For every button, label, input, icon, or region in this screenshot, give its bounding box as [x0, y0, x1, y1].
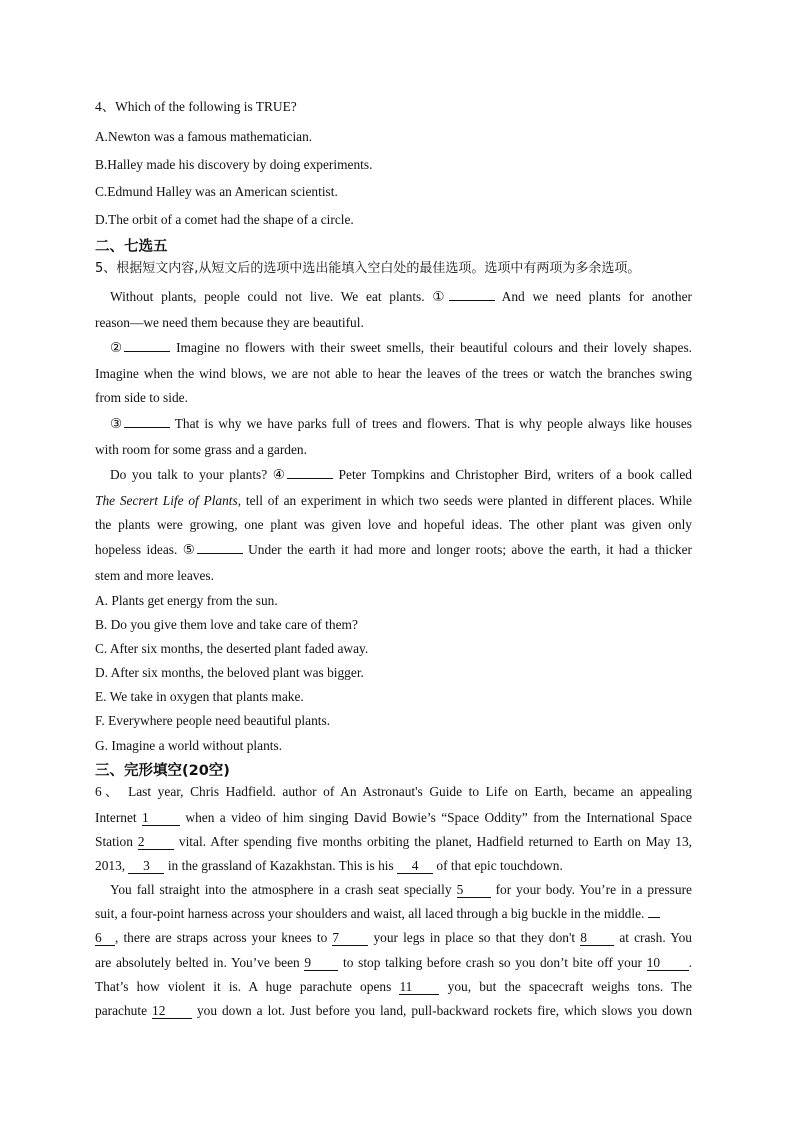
- passage-line: The Secrert Life of Plants, tell of an experiment in which two seeds were planted in different places. While: [95, 493, 692, 508]
- option-e: E. We take in oxygen that plants make.: [95, 689, 304, 704]
- blank-5-marker: ⑤: [182, 542, 197, 557]
- blank-3-marker: ③: [110, 416, 124, 431]
- cloze-blank-7: 7: [332, 930, 368, 946]
- cloze-blank-1: 1: [142, 810, 180, 826]
- option-b: B. Do you give them love and take care of them?: [95, 617, 358, 632]
- cloze-blank-5: 5: [457, 882, 491, 898]
- option-g: G. Imagine a world without plants.: [95, 738, 283, 753]
- cloze-blank-9: 9: [304, 955, 338, 971]
- cloze-blank-4: 4: [397, 858, 433, 874]
- q4-option-c: C.Edmund Halley was an American scientist.: [95, 184, 338, 199]
- q4-question: 4、Which of the following is TRUE?: [95, 99, 297, 114]
- passage-line: Do you talk to your plants? ④ Peter Tompkins and Christopher Bird, writers of a book called: [110, 467, 692, 482]
- passage-line: hopeless ideas. ⑤ Under the earth it had more and longer roots; above the earth, it had a thicker: [95, 542, 692, 557]
- cloze-line: 6、 Last year, Chris Hadfield. author of An Astronaut's Guide to Life on Earth, became an appealing: [95, 784, 692, 799]
- cloze-line: You fall straight into the atmosphere in a crash seat specially 5 for your body. You’re in a pressure: [110, 882, 692, 897]
- passage-line: ② Imagine no flowers with their sweet smells, their beautiful colours and their lovely shapes.: [110, 340, 692, 355]
- option-f: F. Everywhere people need beautiful plants.: [95, 713, 331, 728]
- q4-option-b: B.Halley made his discovery by doing experiments.: [95, 157, 373, 172]
- cloze-line: parachute 12 you down a lot. Just before you land, pull-backward rockets fire, which slows you down: [95, 1003, 693, 1018]
- cloze-line: are absolutely belted in. You’ve been 9 to stop talking before crash so you don’t bite off your 10 .: [95, 955, 692, 970]
- cloze-blank-6: 6: [95, 930, 115, 946]
- cloze-blank-3: 3: [128, 858, 164, 874]
- cloze-line: suit, a four-point harness across your shoulders and waist, all laced through a big buckle in the middle.: [95, 905, 660, 923]
- blank-5: [197, 553, 243, 554]
- cloze-blank-2: 2: [138, 834, 174, 850]
- blank-1-marker: ①: [432, 289, 449, 304]
- blank-4: [287, 478, 333, 479]
- cloze-blank-11: 11: [399, 979, 439, 995]
- passage-line: ③ That is why we have parks full of trees and flowers. That is why people always like houses: [110, 416, 692, 431]
- cloze-line: Station 2 vital. After spending five months orbiting the planet, Hadfield returned to Earth on May 13,: [95, 834, 692, 849]
- cloze-line: 6 , there are straps across your knees to 7 your legs in place so that they don't 8 at crash. You: [95, 930, 692, 945]
- passage-line: reason—we need them because they are beautiful.: [95, 315, 364, 330]
- passage-line: from side to side.: [95, 390, 188, 405]
- q4-option-a: A.Newton was a famous mathematician.: [95, 129, 313, 144]
- passage-line: the plants were growing, one plant was given love and hopeful ideas. The other plant was given only: [95, 517, 692, 532]
- section2-heading: 二、七选五: [95, 239, 168, 255]
- q4-option-d: D.The orbit of a comet had the shape of a circle.: [95, 212, 354, 227]
- cloze-line: 2013, 3 in the grassland of Kazakhstan. This is his 4 of that epic touchdown.: [95, 858, 563, 873]
- blank-2: [124, 351, 170, 352]
- passage-line: with room for some grass and a garden.: [95, 442, 307, 457]
- cloze-blank-8: 8: [580, 930, 614, 946]
- blank-3: [124, 427, 170, 428]
- cloze-line: Internet 1 when a video of him singing David Bowie’s “Space Oddity” from the International Space: [95, 810, 692, 825]
- section2-instruction: 5、根据短文内容,从短文后的选项中选出能填入空白处的最佳选项。选项中有两项为多余选项。: [95, 261, 641, 276]
- blank-4-marker: ④: [272, 467, 287, 482]
- section3-heading: 三、完形填空(20空): [95, 763, 230, 779]
- passage-line: stem and more leaves.: [95, 568, 214, 583]
- option-c: C. After six months, the deserted plant faded away.: [95, 641, 369, 656]
- passage-line: Without plants, people could not live. We eat plants. ① And we need plants for another: [110, 289, 692, 304]
- cloze-blank-6-start: [648, 917, 660, 918]
- cloze-blank-10: 10: [647, 955, 689, 971]
- cloze-blank-12: 12: [152, 1003, 192, 1019]
- blank-1: [449, 300, 495, 301]
- blank-2-marker: ②: [110, 340, 125, 355]
- option-a: A. Plants get energy from the sun.: [95, 593, 278, 608]
- cloze-line: That’s how violent it is. A huge parachute opens 11 you, but the spacecraft weighs tons. The: [95, 979, 692, 994]
- book-title: The Secrert Life of Plants: [95, 493, 238, 508]
- passage-line: Imagine when the wind blows, we are not able to hear the leaves of the trees or watch the branches swing: [95, 366, 692, 381]
- option-d: D. After six months, the beloved plant was bigger.: [95, 665, 364, 680]
